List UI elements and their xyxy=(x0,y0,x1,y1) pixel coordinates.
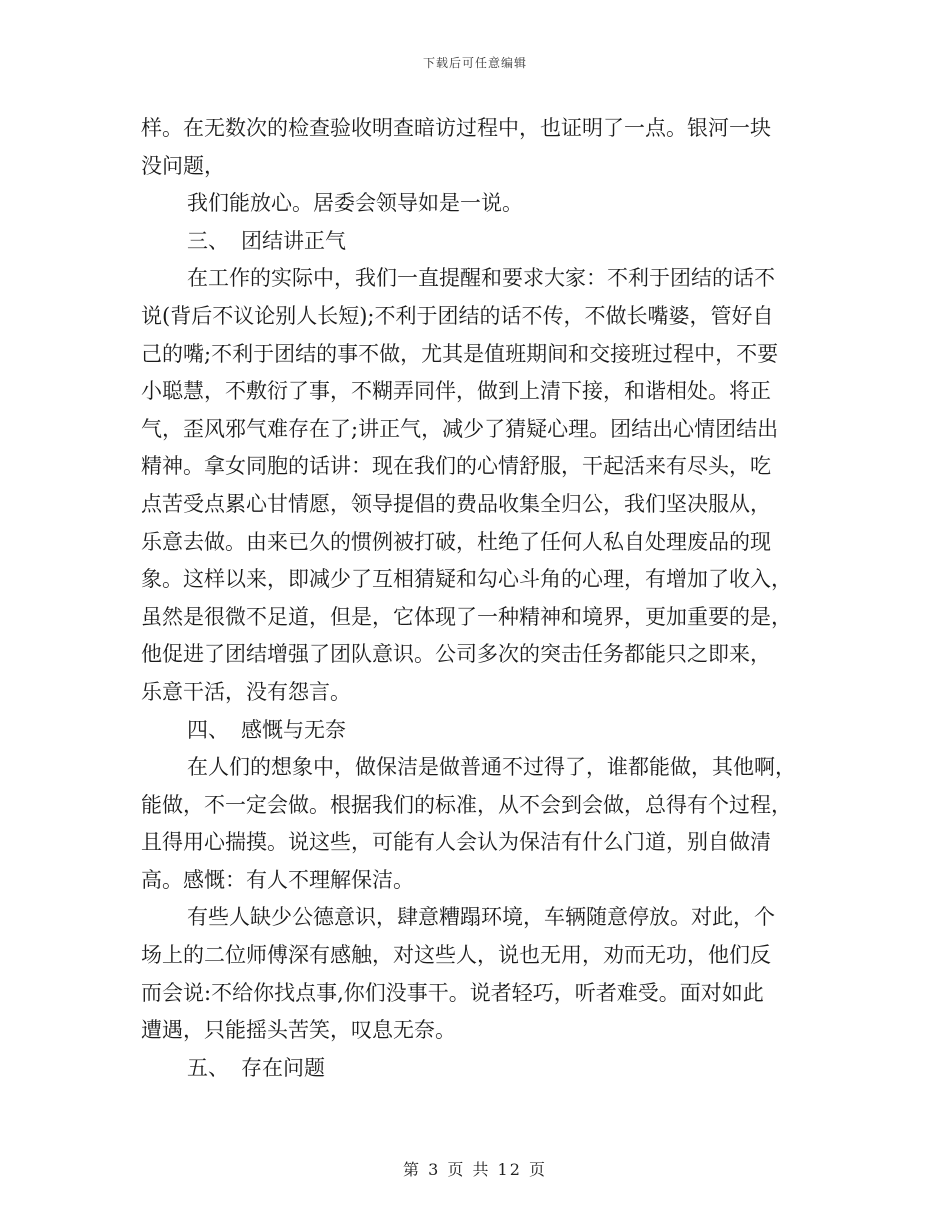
section-number: 三、 xyxy=(187,228,229,253)
paragraph-line: 有些人缺少公德意识，肆意糟蹋环境，车辆随意停放。对此，个 xyxy=(187,905,775,930)
body-line: 样。在无数次的检查验收明查暗访过程中，也证明了一点。银河一块 xyxy=(141,116,771,140)
section-title: 团结讲正气 xyxy=(241,228,346,253)
body-line: 小聪慧，不敷衍了事，不糊弄同伴，做到上清下接，和谐相处。将正 xyxy=(141,379,771,404)
body-line: 高。感慨：有人不理解保洁。 xyxy=(141,867,414,892)
body-line: 己的嘴;不利于团结的事不做，尤其是值班期间和交接班过程中，不要 xyxy=(141,341,779,366)
body-line: 没问题， xyxy=(141,153,225,178)
body-line: 精神。拿女同胞的话讲：现在我们的心情舒服，干起活来有尽头，吃 xyxy=(141,454,771,479)
section-number: 五、 xyxy=(187,1055,229,1080)
body-line: 他促进了团结增强了团队意识。公司多次的突击任务都能只之即来， xyxy=(141,642,771,667)
section-title: 感慨与无奈 xyxy=(241,717,346,742)
page-footer: 第 3 页 共 12 页 xyxy=(403,1160,547,1179)
paragraph-line: 我们能放心。居委会领导如是一说。 xyxy=(187,191,523,216)
body-line: 能做，不一定会做。根据我们的标准，从不会到会做，总得有个过程， xyxy=(141,792,792,817)
body-line: 而会说:不给你找点事,你们没事干。说者轻巧，听者难受。面对如此 xyxy=(141,980,764,1005)
body-line: 乐意干活，没有怨言。 xyxy=(141,679,351,704)
page-header: 下载后可任意编辑 xyxy=(422,56,527,70)
section-heading xyxy=(141,712,811,750)
paragraph-line: 在人们的想象中，做保洁是做普通不过得了，谁都能做，其他啊， xyxy=(187,755,796,780)
body-line: 乐意去做。由来已久的惯例被打破，杜绝了任何人私自处理废品的现 xyxy=(141,529,771,554)
section-title: 存在问题 xyxy=(241,1055,325,1080)
section-number: 四、 xyxy=(187,717,229,742)
paragraph-line: 在工作的实际中，我们一直提醒和要求大家：不利于团结的话不 xyxy=(187,266,775,291)
body-line: 遭遇，只能摇头苦笑，叹息无奈。 xyxy=(141,1018,456,1043)
document-body xyxy=(141,110,811,1087)
section-heading xyxy=(141,1050,811,1088)
body-line: 说(背后不议论别人长短);不利于团结的话不传，不做长嘴婆，管好自 xyxy=(141,303,774,328)
body-line: 且得用心揣摸。说这些，可能有人会认为保洁有什么门道，别自做清 xyxy=(141,830,771,855)
section-heading xyxy=(141,223,811,261)
body-line: 虽然是很微不足道，但是，它体现了一种精神和境界，更加重要的是， xyxy=(141,604,792,629)
body-line: 气，歪风邪气难存在了;讲正气，减少了猜疑心理。团结出心情团结出 xyxy=(141,416,779,441)
body-line: 点苦受点累心甘情愿，领导提倡的费品收集全归公，我们坚决服从， xyxy=(141,491,771,516)
body-line: 场上的二位师傅深有感触，对这些人，说也无用，劝而无功，他们反 xyxy=(141,943,771,968)
body-line: 象。这样以来，即减少了互相猜疑和勾心斗角的心理，有增加了收入， xyxy=(141,567,792,592)
